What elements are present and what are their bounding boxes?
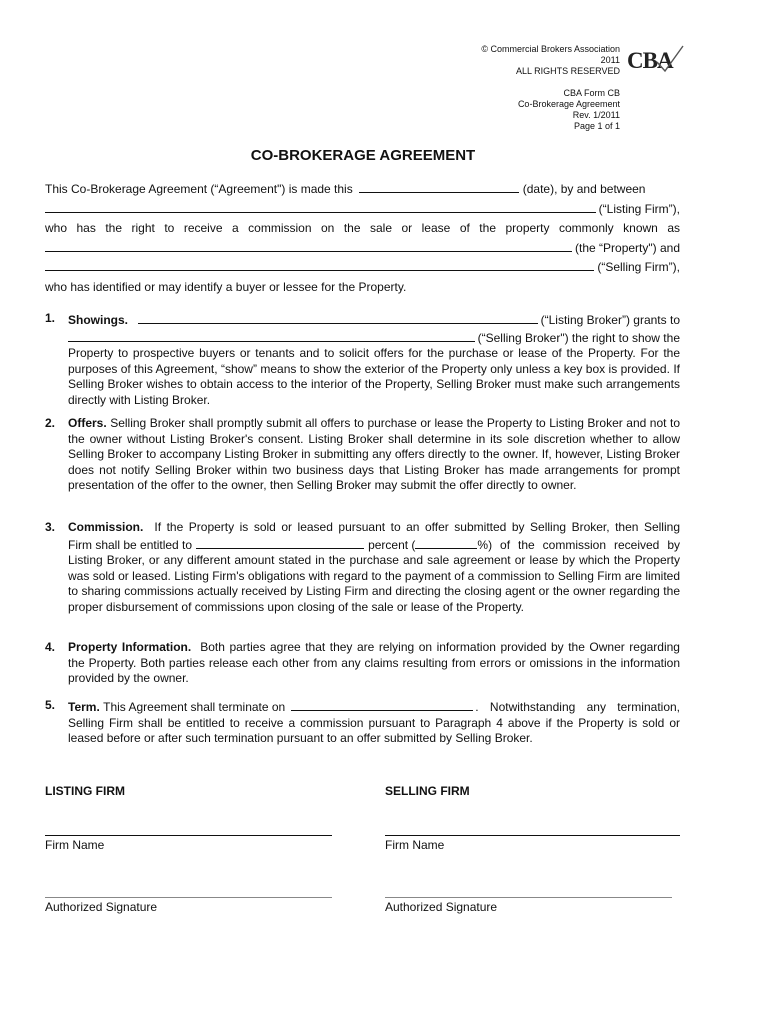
showings-text: Property to prospective buyers or tenants and to solicit offers for the purchase or lease of the Property. For the purposes of this Agreement, “show” means to show the exterior of the Property only unless a key box is provided. If Selling Broker wishes to obtain access to the interior of the Property, Selling Broker must make such arrangements directly with Listing Broker.: [68, 346, 680, 407]
page-number: Page 1 of 1: [573, 121, 620, 131]
intro-line1-pre: This Co-Brokerage Agreement (“Agreement") is made this: [45, 182, 353, 196]
header-copyright-block: [481, 44, 620, 77]
property-info-text: Both parties agree that they are relying on information provided by the Owner regarding the Property. Both parties release each other from any claims resulting from errors or omissions in the information provided by the owner.: [68, 640, 680, 686]
section-heading: Offers.: [68, 416, 107, 430]
listing-firm-field[interactable]: [45, 200, 596, 213]
showings-row2-post: (“Selling Broker") the right to show the: [477, 330, 680, 345]
intro-line-4: [45, 239, 680, 259]
cba-logo: [627, 44, 685, 76]
intro-paragraph: [45, 180, 680, 297]
intro-line5-post: (“Selling Firm”),: [597, 260, 680, 274]
header-form-info: [518, 88, 620, 132]
section-offers: [45, 416, 680, 494]
copyright-year: 2011: [600, 55, 620, 65]
listing-broker-field[interactable]: [138, 311, 538, 324]
selling-firm-field[interactable]: [45, 258, 594, 271]
selling-firm-name-caption: Firm Name: [385, 838, 445, 852]
section-commission: [45, 520, 680, 616]
commission-percent-field[interactable]: [415, 536, 477, 549]
term-row1-a: This Agreement shall terminate on: [103, 700, 286, 714]
term-text: Selling Firm shall be entitled to receive a commission pursuant to Paragraph 4 above if the Property is sold or leased before or after such termination pursuant to an offer submitted by Selling Broker.: [68, 715, 680, 746]
listing-signature-line[interactable]: [45, 897, 332, 898]
section-heading: Property Information.: [68, 640, 192, 654]
property-field[interactable]: [45, 239, 572, 252]
intro-line-3: [45, 219, 680, 239]
offers-text: Selling Broker shall promptly submit all offers to purchase or lease the Property to Listing Broker and not to the owner without Listing Broker's consent. Listing Broker shall determine in its sole discretion whether to allow Selling Broker to accompany Listing Broker in submitting any offers directly to the owner. If, however, Listing Broker does not notify Selling Broker within two business days that Listing Broker has made arrangements for prompt presentation of the offer to the owner, then Selling Broker may submit the offer directly to owner.: [68, 416, 680, 493]
commission-row2-b: percent (: [368, 537, 416, 552]
termination-date-field[interactable]: [291, 698, 473, 711]
term-row1-b: . Notwithstanding any termination,: [475, 700, 680, 714]
date-field[interactable]: [359, 180, 519, 193]
section-heading: Commission.: [68, 520, 144, 534]
selling-firm-label: SELLING FIRM: [385, 784, 470, 798]
term-row-1: [68, 698, 680, 716]
section-number: 1.: [45, 311, 56, 325]
commission-row-2: [68, 536, 680, 554]
selling-signature-line[interactable]: [385, 897, 672, 898]
listing-firm-label: LISTING FIRM: [45, 784, 125, 798]
intro-line4-post: (the “Property") and: [575, 240, 680, 255]
form-title: Co-Brokerage Agreement: [517, 99, 620, 109]
section-property-information: [45, 640, 680, 687]
showings-row-1: [68, 311, 680, 329]
listing-authorized-caption: Authorized Signature: [45, 900, 158, 914]
listing-firm-name-caption: Firm Name: [45, 838, 105, 852]
selling-firm-name-line[interactable]: [385, 835, 680, 836]
logo-text: CBA: [627, 48, 673, 73]
section-term: [45, 698, 680, 747]
intro-line-2: [45, 200, 680, 220]
showings-row1-post: (“Listing Broker”) grants to: [540, 313, 680, 327]
intro-line-6: [45, 278, 680, 298]
commission-row2-c: %) of the commission received by: [477, 537, 680, 552]
commission-text: Listing Broker, or any different amount stated in the purchase and sale agreement or lease by which the Property was sold or leased. Listing Firm's obligations with regard to the payment of a commission to Selling Firm are limited to sharing commissions actually received by Listing Firm and directing the closing agent or the owner regarding the proper disbursement of commissions upon closing of the sale or lease of the Property.: [68, 553, 680, 614]
rights-text: ALL RIGHTS RESERVED: [515, 66, 620, 76]
copyright-text: © Commercial Brokers Association: [481, 44, 620, 54]
form-revision: Rev. 1/2011: [572, 110, 620, 120]
section-number: 2.: [45, 416, 56, 430]
intro-line1-post: (date), by and between: [522, 182, 646, 196]
section-number: 3.: [45, 520, 56, 534]
intro-line2-post: (“Listing Firm”),: [598, 201, 680, 216]
commission-row2-a: Firm shall be entitled to: [68, 537, 193, 552]
commission-row1-text: If the Property is sold or leased pursuant to an offer submitted by Selling Broker, then Selling: [154, 520, 680, 534]
commission-row-1: [68, 520, 680, 536]
showings-row-2: [68, 329, 680, 347]
section-heading: Showings.: [68, 313, 128, 327]
intro-line-5: [45, 258, 680, 278]
intro-line6-text: who has identified or may identify a buyer or lessee for the Property.: [45, 279, 407, 294]
intro-line-1: [45, 180, 680, 200]
page-title: CO-BROKERAGE AGREEMENT: [250, 147, 476, 164]
selling-authorized-caption: Authorized Signature: [385, 900, 498, 914]
section-number: 5.: [45, 698, 56, 712]
section-showings: [45, 311, 680, 409]
section-number: 4.: [45, 640, 56, 654]
listing-firm-name-line[interactable]: [45, 835, 332, 836]
form-name: CBA Form CB: [563, 88, 620, 98]
percent-field[interactable]: [196, 536, 364, 549]
checkmark-icon: [653, 44, 685, 74]
intro-line3-text: who has the right to receive a commission on the sale or lease of the property commonly known as: [45, 221, 680, 235]
selling-broker-field[interactable]: [68, 329, 475, 342]
section-heading: Term.: [68, 700, 100, 714]
